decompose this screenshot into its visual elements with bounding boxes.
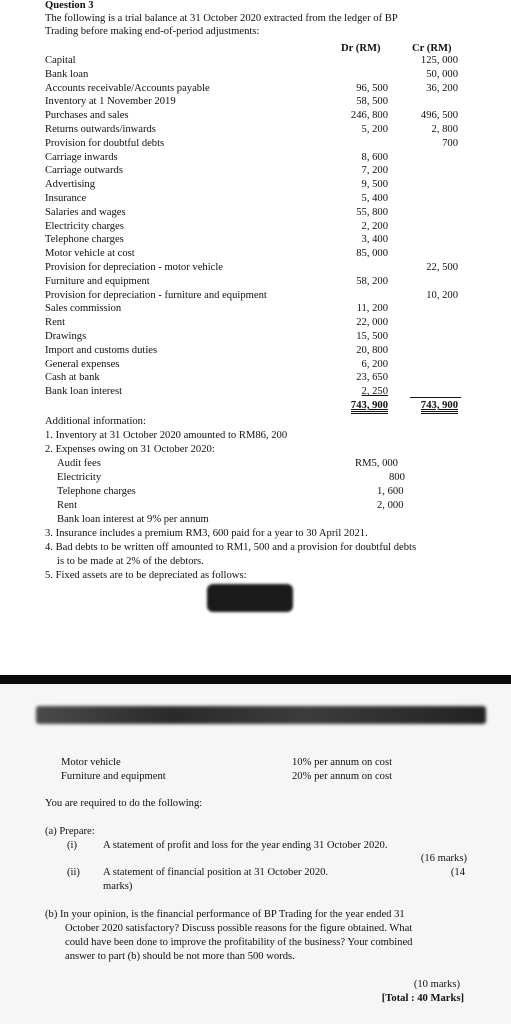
- expense-value: 1, 600: [377, 486, 404, 497]
- account-label: Import and customs duties: [45, 344, 158, 356]
- trial-balance-row: [45, 234, 465, 248]
- debit-amount: 23, 650: [356, 372, 388, 384]
- dr-column-header: Dr (RM): [341, 43, 381, 54]
- part-a-i-marks: (16 marks): [420, 853, 467, 864]
- part-b-line-2: October 2020 satisfactory? Discuss possible reasons for the figure obtained. What: [65, 923, 413, 934]
- trial-balance-row: [45, 110, 465, 124]
- trial-balance-row: [45, 83, 465, 97]
- credit-amount: 50, 000: [426, 68, 458, 80]
- credit-amount: 125, 000: [420, 55, 458, 66]
- trial-balance-row: [45, 96, 465, 110]
- expense-value: 2, 000: [377, 500, 404, 511]
- additional-item-2: 2. Expenses owing on 31 October 2020:: [45, 444, 215, 455]
- trial-balance-row: [45, 386, 465, 400]
- debit-amount: 58, 200: [356, 275, 388, 287]
- debit-amount: 15, 500: [356, 331, 388, 342]
- credit-amount: 2, 800: [431, 124, 458, 135]
- cr-column-header: Cr (RM): [412, 43, 452, 54]
- trial-balance-row: [45, 248, 465, 262]
- depreciation-rate: 10% per annum on cost: [292, 757, 393, 768]
- debit-amount: 20, 800: [356, 344, 388, 356]
- additional-item-1: 1. Inventory at 31 October 2020 amounted to RM86, 200: [45, 430, 288, 441]
- trial-balance-row: [45, 179, 465, 193]
- trial-balance-row: [45, 55, 465, 69]
- account-label: Carriage inwards: [45, 151, 118, 163]
- redacted-header-strip: [36, 706, 486, 724]
- account-label: Bank loan: [45, 68, 89, 80]
- trial-balance-row: [45, 372, 465, 386]
- debit-amount: 22, 000: [356, 317, 388, 329]
- part-a-i-number: (i): [67, 840, 77, 851]
- trial-balance-row: [45, 165, 465, 179]
- trial-balance-row: [45, 152, 465, 166]
- account-label: Carriage outwards: [45, 165, 123, 177]
- account-label: Bank loan interest: [45, 386, 123, 398]
- account-label: Capital: [45, 55, 76, 66]
- trial-balance-row: [45, 207, 465, 221]
- account-label: Sales commission: [45, 303, 122, 315]
- question-heading: Question 3: [45, 0, 94, 11]
- trial-balance-totals: [45, 400, 465, 414]
- redaction-smudge: [207, 584, 293, 612]
- part-a-ii-marks-cont: marks): [103, 881, 133, 892]
- debit-amount: 55, 800: [356, 206, 388, 218]
- additional-item-3: 3. Insurance includes a premium RM3, 600 paid for a year to 30 April 2021.: [45, 528, 368, 539]
- account-label: Provision for doubtful debts: [45, 137, 165, 149]
- debit-amount: 5, 400: [361, 193, 388, 204]
- trial-balance-row: [45, 193, 465, 207]
- account-label: Returns outwards/inwards: [45, 124, 156, 135]
- trial-balance-row: [45, 317, 465, 331]
- part-a-ii-text: A statement of financial position at 31 October 2020.: [103, 867, 329, 878]
- account-label: Motor vehicle at cost: [45, 248, 135, 260]
- credit-amount: 700: [442, 137, 458, 149]
- total-dr: 743, 900: [351, 400, 388, 414]
- trial-balance-row: [45, 290, 465, 304]
- debit-amount: 11, 200: [356, 303, 388, 315]
- trial-balance-row: [45, 276, 465, 290]
- part-b-line-1: (b) In your opinion, is the financial performance of BP Trading for the year ended 31: [45, 909, 405, 920]
- depreciation-asset: Furniture and equipment: [61, 771, 166, 782]
- debit-amount: 96, 500: [356, 82, 388, 94]
- part-a-label: (a) Prepare:: [45, 826, 95, 837]
- account-label: Insurance: [45, 193, 87, 204]
- debit-amount: 2, 250: [361, 386, 388, 398]
- expense-label: Electricity: [57, 472, 102, 483]
- account-label: Rent: [45, 317, 66, 329]
- debit-amount: 7, 200: [361, 165, 388, 177]
- expense-label: Rent: [57, 500, 78, 511]
- account-label: Advertising: [45, 179, 96, 191]
- trial-balance-row: [45, 124, 465, 138]
- additional-item-4-cont: is to be made at 2% of the debtors.: [57, 556, 204, 567]
- total-cr: 743, 900: [421, 400, 458, 414]
- credit-amount: 10, 200: [426, 289, 458, 301]
- trial-balance-row: [45, 138, 465, 152]
- cr-total-rule: [410, 397, 461, 398]
- tasks-intro: You are required to do the following:: [45, 798, 203, 809]
- debit-amount: 5, 200: [361, 124, 388, 135]
- intro-line-2: Trading before making end-of-period adjustments:: [45, 26, 260, 37]
- account-label: General expenses: [45, 358, 120, 370]
- page-separator: [0, 675, 511, 684]
- trial-balance-row: [45, 331, 465, 345]
- part-b-marks: (10 marks): [413, 979, 460, 990]
- expense-label: Telephone charges: [57, 486, 136, 497]
- bottom-page: [0, 684, 511, 1024]
- account-label: Drawings: [45, 331, 87, 342]
- intro-line-1: The following is a trial balance at 31 October 2020 extracted from the ledger of BP: [45, 13, 398, 24]
- part-a-i-text: A statement of profit and loss for the year ending 31 October 2020.: [103, 840, 388, 851]
- credit-amount: 496, 500: [420, 110, 458, 122]
- debit-amount: 58, 500: [356, 96, 388, 108]
- part-a-ii-marks: (14: [450, 867, 465, 878]
- trial-balance-row: [45, 345, 465, 359]
- debit-amount: 8, 600: [361, 151, 388, 163]
- expense-value: RM5, 000: [355, 458, 398, 469]
- account-label: Furniture and equipment: [45, 275, 150, 287]
- expense-label: Audit fees: [57, 458, 101, 469]
- bank-interest-note: Bank loan interest at 9% per annum: [57, 514, 209, 525]
- expense-value: 800: [389, 472, 405, 483]
- total-marks: [Total : 40 Marks]: [381, 993, 464, 1004]
- trial-balance-row: [45, 262, 465, 276]
- part-b-line-4: answer to part (b) should be not more than 500 words.: [65, 951, 295, 962]
- account-label: Purchases and sales: [45, 110, 129, 122]
- debit-amount: 85, 000: [356, 248, 388, 260]
- account-label: Cash at bank: [45, 372, 100, 384]
- credit-amount: 22, 500: [426, 262, 458, 273]
- account-label: Salaries and wages: [45, 206, 126, 218]
- account-label: Provision for depreciation - furniture and equipment: [45, 289, 267, 301]
- account-label: Electricity charges: [45, 220, 124, 232]
- trial-balance-row: [45, 69, 465, 83]
- part-b-line-3: could have been done to improve the profitability of the business? Your combined: [65, 937, 413, 948]
- account-label: Inventory at 1 November 2019: [45, 96, 176, 108]
- depreciation-asset: Motor vehicle: [61, 757, 121, 768]
- debit-amount: 3, 400: [361, 234, 388, 246]
- part-a-ii-number: (ii): [67, 867, 80, 878]
- debit-amount: 2, 200: [361, 220, 388, 232]
- trial-balance-row: [45, 303, 465, 317]
- trial-balance-row: [45, 221, 465, 235]
- credit-amount: 36, 200: [426, 82, 458, 94]
- account-label: Telephone charges: [45, 234, 124, 246]
- additional-heading: Additional information:: [45, 416, 146, 427]
- debit-amount: 6, 200: [361, 358, 388, 370]
- depreciation-rate: 20% per annum on cost: [292, 771, 393, 782]
- debit-amount: 9, 500: [361, 179, 388, 191]
- additional-item-5: 5. Fixed assets are to be depreciated as follows:: [45, 570, 247, 581]
- additional-item-4: 4. Bad debts to be written off amounted to RM1, 500 and a provision for doubtful debts: [45, 542, 417, 553]
- trial-balance-row: [45, 359, 465, 373]
- debit-amount: 246, 800: [350, 110, 388, 122]
- account-label: Provision for depreciation - motor vehicle: [45, 262, 223, 273]
- account-label: Accounts receivable/Accounts payable: [45, 82, 210, 94]
